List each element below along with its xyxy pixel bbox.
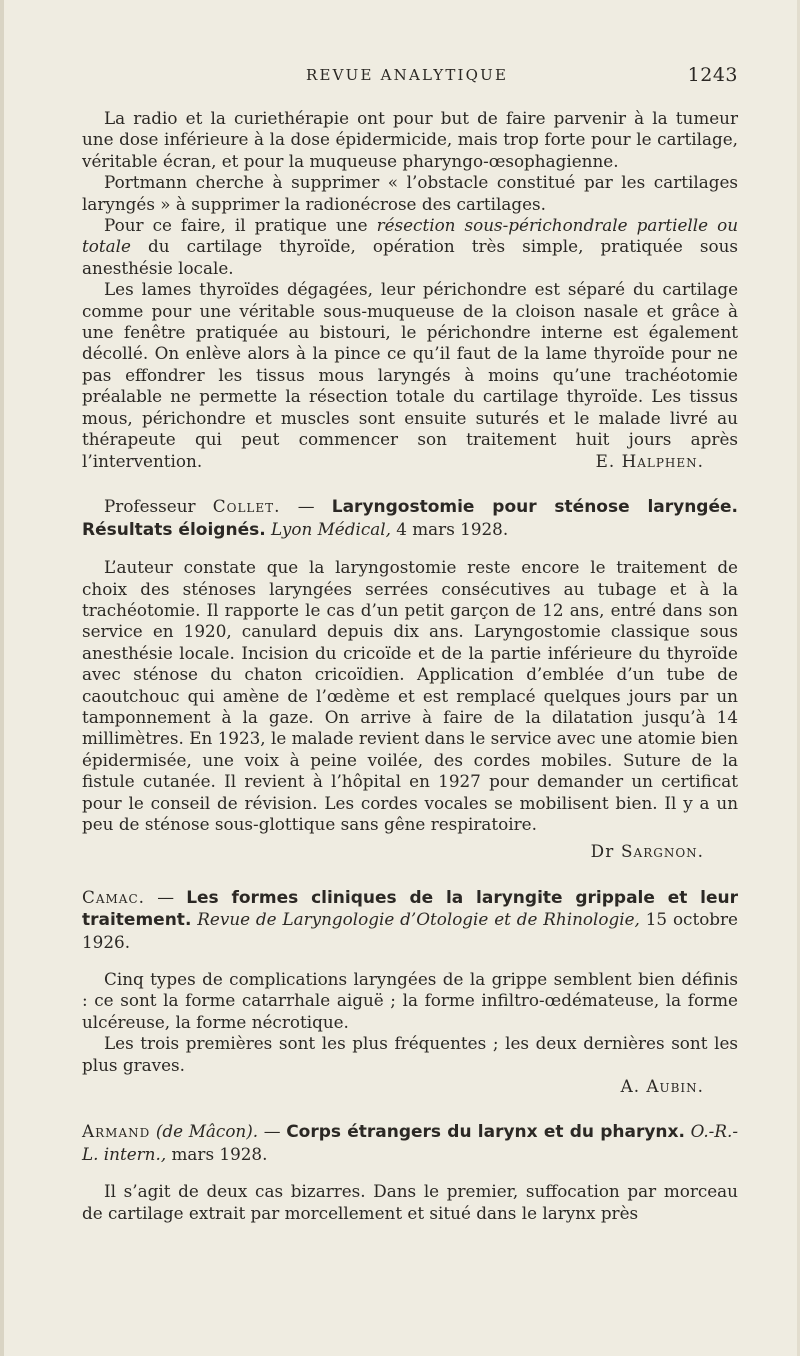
source-journal: Lyon Médical,: [271, 518, 391, 539]
text-column: [82, 108, 738, 1224]
abstract-heading: [82, 887, 738, 953]
text-run: Pour ce faire, il pratique une: [104, 215, 377, 236]
paragraph: Cinq types de complications laryngées de la grippe semblent bien définis : ce sont la forme catarrhale aiguë ; la forme infiltro-œdémateuse, la forme ulcéreuse, la forme nécrotique.: [82, 969, 738, 1032]
heading-dash: —: [144, 886, 187, 907]
article-title: Laryngostomie pour sténose laryngée. Résultats éloignés.: [82, 497, 738, 540]
paragraph: Il s’agit de deux cas bizarres. Dans le premier, suffocation par morceau de cartilage extrait par morcellement et situé dans le larynx près: [82, 1181, 738, 1223]
signature-title: Dr: [590, 841, 615, 862]
author-name: Armand: [82, 1121, 151, 1142]
paragraph: [82, 215, 738, 279]
abstract-heading: [82, 496, 738, 541]
signature: E. Halphen.: [595, 450, 704, 471]
source-date: 4 mars 1928.: [390, 518, 509, 539]
author-affiliation: (de Mâcon).: [155, 1121, 259, 1142]
italic-term: résection sous-périchondrale partielle ou totale: [82, 215, 738, 257]
abstract-heading: [82, 1121, 738, 1165]
article-title: Les formes cliniques de la laryngite grippale et leur traitement.: [82, 887, 738, 931]
heading-dash: —: [280, 496, 332, 517]
paragraph: La radio et la curiethérapie ont pour but de faire parvenir à la tumeur une dose inférieure à la dose épidermicide, mais trop forte pour le cartilage, véritable écran, et pour la muqueuse pharyngo-œsophagienne.: [82, 108, 738, 171]
page-edge-left: [0, 0, 4, 1356]
source-journal: Revue de Laryngologie d’Otologie et de Rhinologie,: [197, 909, 640, 930]
signature: A. Aubin.: [620, 1076, 704, 1097]
author-name: Collet.: [212, 496, 281, 517]
paragraph: L’auteur constate que la laryngostomie reste encore le traitement de choix des sténoses laryngées serrées consécutives au tubage et à la trachéotomie. Il rapporte le cas d’un petit garçon de 12 ans, entré dans son service en 1920, canulard depuis dix ans. Laryngostomie classique sous anesthésie locale. Incision du cricoïde et de la partie inférieure du thyroïde avec sténose du chaton cricoïdien. Application d’emblée d’un tube de caoutchouc qui amène de l’œdème et est remplacé quelques jours par un tamponnement à la gaze. On arrive à faire de la dilatation jusqu’à 14 millimètres. En 1923, le malade revient dans le service avec une atomie bien épidermisée, une voix à peine voilée, des cordes mobiles. Suture de la fistule cutanée. Il revient à l’hôpital en 1927 pour demander un certificat pour le conseil de révision. Les cordes vocales se mobilisent bien. Il y a un peu de sténose sous-glottique sans gêne respiratoire.: [82, 557, 739, 834]
article-title: Corps étrangers du larynx et du pharynx.: [286, 1122, 685, 1143]
page-number: 1243: [687, 64, 738, 86]
text-run: du cartilage thyroïde, opération très simple, pratiquée sous anesthésie locale.: [82, 236, 738, 278]
source-date: 15 octobre 1926.: [82, 909, 738, 952]
signature-name: Sargnon.: [621, 841, 704, 862]
author-name: Camac.: [82, 886, 145, 907]
running-title: REVUE ANALYTIQUE: [306, 66, 509, 84]
author-prefix: Professeur: [104, 496, 196, 517]
source-date: mars 1928.: [166, 1143, 268, 1164]
paragraph: Portmann cherche à supprimer « l’obstacle constitué par les cartilages laryngés » à supprimer la radionécrose des cartilages.: [82, 172, 738, 214]
paragraph: Les trois premières sont les plus fréquentes ; les deux dernières sont les plus graves.: [82, 1033, 738, 1075]
heading-dash: —: [258, 1121, 287, 1142]
page-header: [82, 64, 738, 90]
source-journal: O.-R.-L. intern.,: [82, 1121, 738, 1164]
signature: [82, 841, 738, 862]
paragraph: Les lames thyroïdes dégagées, leur périchondre est séparé du cartilage comme pour une véritable sous-muqueuse de la cloison nasale et grâce à une fenêtre pratiquée au bistouri, le périchondre interne est également décollé. On enlève alors à la pince ce qu’il faut de la lame thyroïde pour ne pas effondrer les tissus mous laryngés à moins qu’une trachéotomie préalable ne permette la résection totale du cartilage thyroïde. Les tissus mous, périchondre et muscles sont ensuite suturés et le malade livré au thérapeute qui peut commencer son traitement huit jours après l’intervention.: [82, 279, 738, 471]
